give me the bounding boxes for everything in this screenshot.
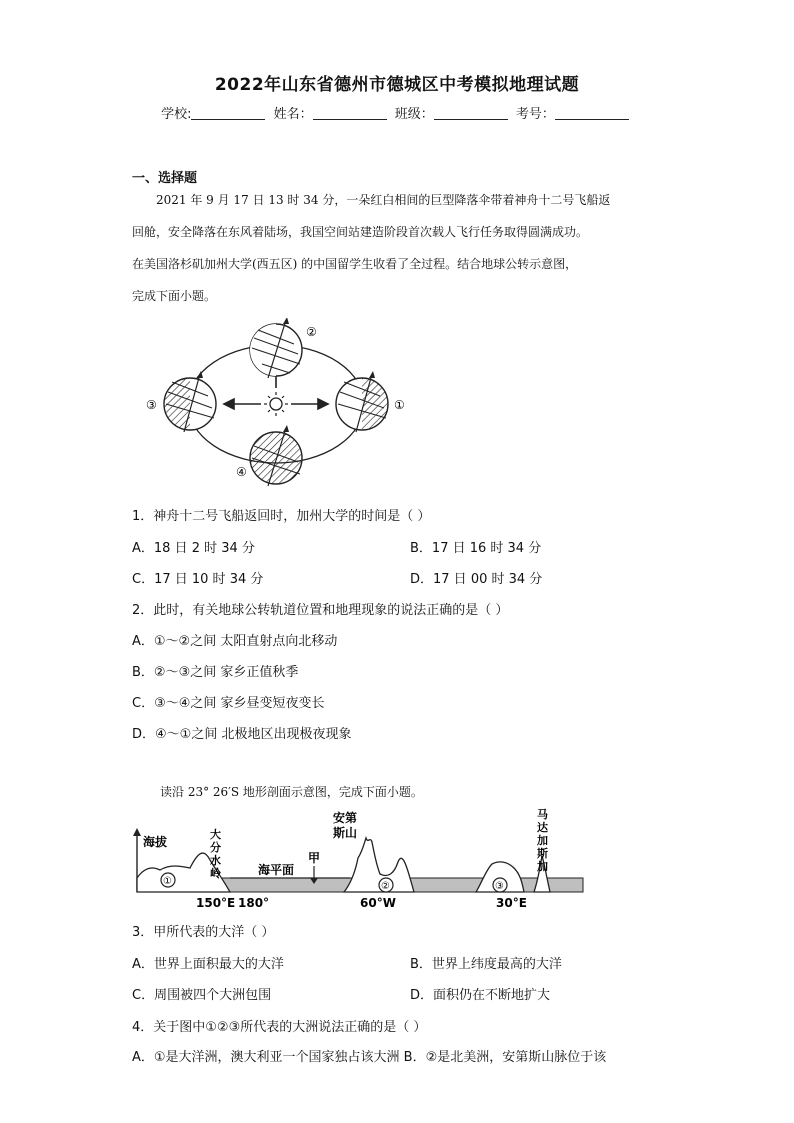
question-3-stem: 3．甲所代表的大洋（ ） — [132, 925, 275, 940]
question-2-stem: 2．此时，有关地球公转轨道位置和地理现象的说法正确的是（ ） — [132, 603, 509, 618]
q3-option-d[interactable]: D．面积仍在不断地扩大 — [410, 988, 551, 1003]
intro-line-1: 2021 年 9 月 17 日 13 时 34 分，一朵红白相间的巨型降落伞带着神舟十二号飞船返 — [156, 193, 611, 207]
school-blank[interactable] — [191, 106, 265, 120]
andes-label: 安第斯山 — [333, 811, 358, 840]
q4-options-a-b[interactable]: A．①是大洋洲，澳大利亚一个国家独占该大洲 B．②是北美洲，安第斯山脉位于该 — [132, 1050, 607, 1065]
longitude-30E: 30°E — [496, 896, 527, 910]
sun-icon — [270, 398, 282, 410]
sea-level-label: 海平面 — [258, 863, 295, 877]
longitude-150E: 150°E — [196, 896, 236, 910]
question-4-stem: 4．关于图中①②③所代表的大洲说法正确的是（ ） — [132, 1020, 427, 1035]
label-2: ② — [306, 325, 317, 339]
earth-position-3 — [146, 371, 216, 432]
intro-paragraph-2: 读沿 23° 26′S 地形剖面示意图，完成下面小题。 — [160, 785, 423, 799]
intro-line-4: 完成下面小题。 — [132, 289, 217, 303]
q2-option-c[interactable]: C．③～④之间 家乡昼变短夜变长 — [132, 696, 325, 711]
earth-position-1 — [336, 371, 405, 432]
earth-orbit-diagram — [140, 318, 415, 490]
intro-paragraph-1 — [132, 184, 672, 312]
class-label: 班级： — [394, 107, 434, 122]
q3-option-b[interactable]: B．世界上纬度最高的大洋 — [410, 957, 562, 972]
label-4: ④ — [236, 465, 247, 479]
continent-label-3: ③ — [495, 881, 504, 892]
madagascar-label: 马达加斯加 — [537, 808, 548, 873]
altitude-label: 海拔 — [143, 835, 168, 849]
intro-line-3: 在美国洛杉矶加州大学(西五区) 的中国留学生收看了全过程。结合地球公转示意图， — [132, 257, 578, 271]
name-label: 姓名： — [273, 107, 313, 122]
longitude-180: 180° — [238, 896, 270, 910]
school-label: 学校: — [161, 107, 192, 122]
divide-range-label: 大分水岭 — [210, 828, 221, 880]
q2-option-a[interactable]: A．①～②之间 太阳直射点向北移动 — [132, 634, 338, 649]
class-blank[interactable] — [434, 106, 508, 120]
name-blank[interactable] — [313, 106, 387, 120]
jia-label: 甲 — [308, 851, 321, 865]
terrain-profile-diagram — [130, 808, 590, 910]
earth-position-4 — [236, 425, 302, 486]
page-title: 2022年山东省德州市德城区中考模拟地理试题 — [214, 75, 580, 95]
q2-option-b[interactable]: B．②～③之间 家乡正值秋季 — [132, 665, 299, 680]
q1-option-d[interactable]: D．17 日 00 时 34 分 — [410, 572, 543, 587]
label-3: ③ — [146, 398, 157, 412]
student-info-line — [0, 103, 794, 122]
q3-option-a[interactable]: A．世界上面积最大的大洋 — [132, 957, 284, 972]
label-1: ① — [394, 398, 405, 412]
id-blank[interactable] — [555, 106, 629, 120]
longitude-60W: 60°W — [360, 896, 396, 910]
q2-option-d[interactable]: D．④～①之间 北极地区出现极夜现象 — [132, 727, 352, 742]
id-label: 考号： — [515, 107, 555, 122]
intro-line-2: 回舱，安全降落在东风着陆场，我国空间站建造阶段首次载人飞行任务取得圆满成功。 — [132, 225, 589, 239]
q3-option-c[interactable]: C．周围被四个大洲包围 — [132, 988, 272, 1003]
q1-option-c[interactable]: C．17 日 10 时 34 分 — [132, 572, 264, 587]
section-heading: 一、选择题 — [132, 171, 198, 186]
q1-option-b[interactable]: B．17 日 16 时 34 分 — [410, 541, 542, 556]
q1-option-a[interactable]: A．18 日 2 时 34 分 — [132, 541, 255, 556]
question-1-stem: 1．神舟十二号飞船返回时，加州大学的时间是（ ） — [132, 509, 431, 524]
continent-label-1: ① — [163, 876, 172, 887]
continent-label-2: ② — [381, 881, 390, 892]
